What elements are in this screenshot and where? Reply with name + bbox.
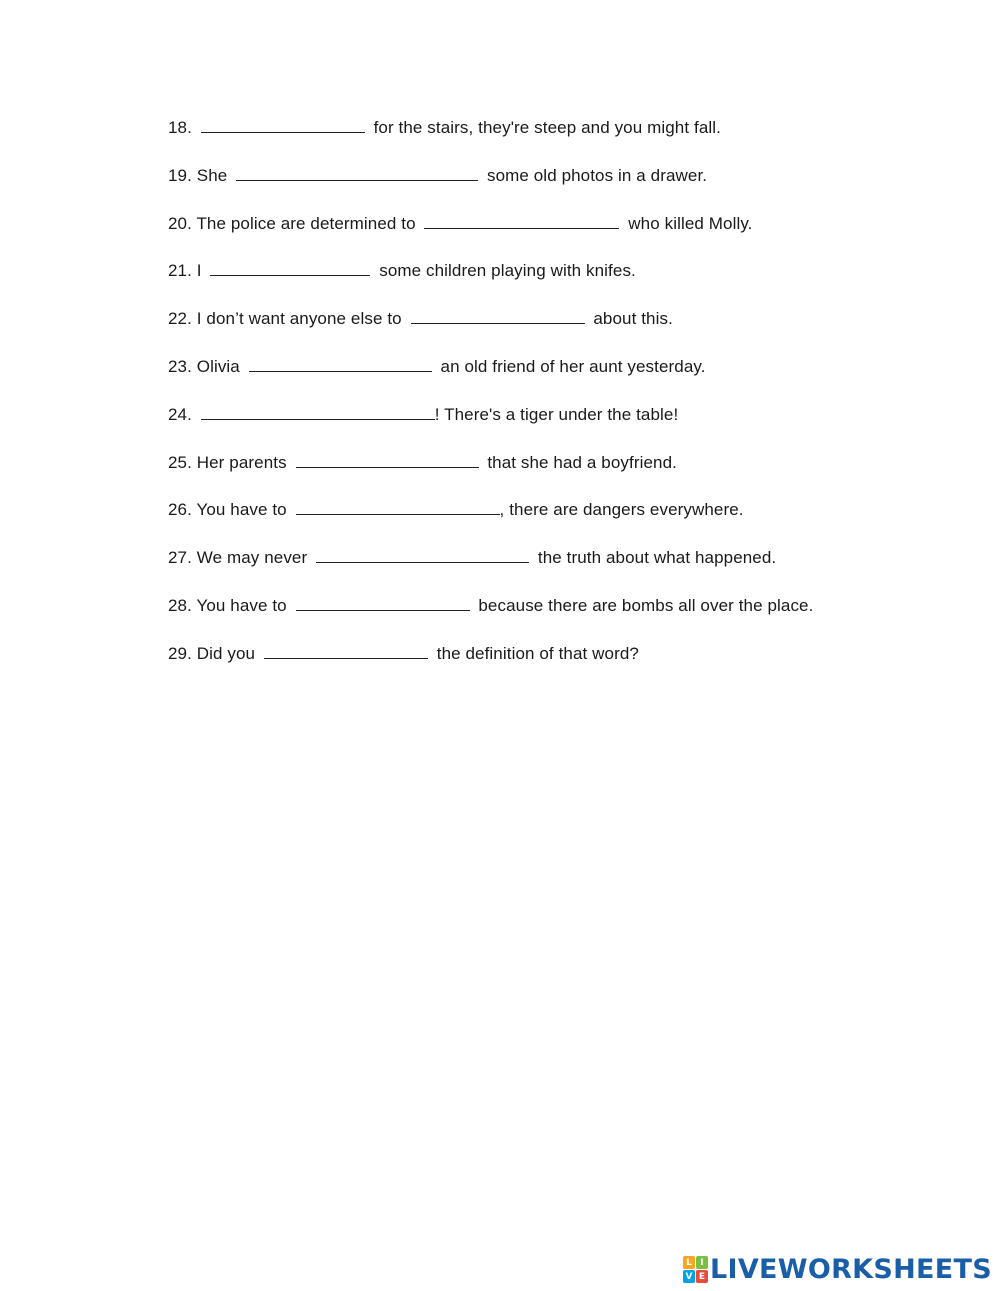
question-text-after: who killed Molly. <box>623 213 753 233</box>
question-22 <box>168 307 948 355</box>
question-24 <box>168 403 948 451</box>
answer-blank[interactable] <box>296 452 479 468</box>
question-25 <box>168 451 948 499</box>
question-text-after: about this. <box>588 309 673 329</box>
question-text-after: some old photos in a drawer. <box>482 165 708 185</box>
question-text-before: 18. <box>168 118 197 137</box>
question-text-before: 20. The police are determined to <box>168 213 421 233</box>
answer-blank[interactable] <box>249 356 432 372</box>
question-text-before: 29. Did you <box>168 643 260 663</box>
question-28 <box>168 594 948 642</box>
question-19 <box>168 164 948 212</box>
question-text-after: some children playing with knifes. <box>374 261 636 281</box>
answer-blank[interactable] <box>210 260 370 276</box>
question-text-before: 25. Her parents <box>168 452 292 472</box>
answer-blank[interactable] <box>236 165 478 181</box>
question-text-after: an old friend of her aunt yesterday. <box>435 356 706 376</box>
liveworksheets-brand <box>683 1252 992 1286</box>
question-text-after: , there are dangers everywhere. <box>499 500 744 520</box>
question-18 <box>168 116 948 164</box>
answer-blank[interactable] <box>424 213 619 229</box>
question-text-after: ! There's a tiger under the table! <box>434 404 679 424</box>
answer-blank[interactable] <box>296 595 470 611</box>
answer-blank[interactable] <box>264 643 428 659</box>
logo-letter: V <box>683 1270 695 1283</box>
question-text-before: 28. You have to <box>168 595 292 615</box>
question-text-before: 21. I <box>168 261 207 281</box>
logo-letter: I <box>696 1256 708 1269</box>
question-21 <box>168 259 948 307</box>
liveworksheets-logo-icon <box>683 1256 707 1282</box>
question-text-before: 23. Olivia <box>168 356 245 376</box>
question-23 <box>168 355 948 403</box>
logo-letter: E <box>696 1270 708 1283</box>
question-text-after: for the stairs, they're steep and you might fall. <box>368 118 721 137</box>
question-text-before: 27. We may never <box>168 548 313 568</box>
logo-letter: L <box>683 1256 695 1269</box>
question-text-after: the definition of that word? <box>431 643 639 663</box>
question-26 <box>168 498 948 546</box>
answer-blank[interactable] <box>201 404 435 420</box>
question-list <box>168 116 948 690</box>
question-29 <box>168 642 948 690</box>
brand-name: LIVEWORKSHEETS <box>709 1253 992 1285</box>
question-text-after: because there are bombs all over the place. <box>473 595 814 615</box>
answer-blank[interactable] <box>316 547 529 563</box>
question-20 <box>168 212 948 260</box>
answer-blank[interactable] <box>296 499 500 515</box>
question-text-before: 22. I don’t want anyone else to <box>168 309 407 329</box>
answer-blank[interactable] <box>201 117 365 133</box>
question-text-after: that she had a boyfriend. <box>482 452 677 472</box>
answer-blank[interactable] <box>411 308 585 324</box>
question-27 <box>168 546 948 594</box>
question-text-before: 19. She <box>168 165 233 185</box>
question-text-after: the truth about what happened. <box>533 548 777 568</box>
question-text-before: 26. You have to <box>168 500 292 520</box>
question-text-before: 24. <box>168 404 197 424</box>
